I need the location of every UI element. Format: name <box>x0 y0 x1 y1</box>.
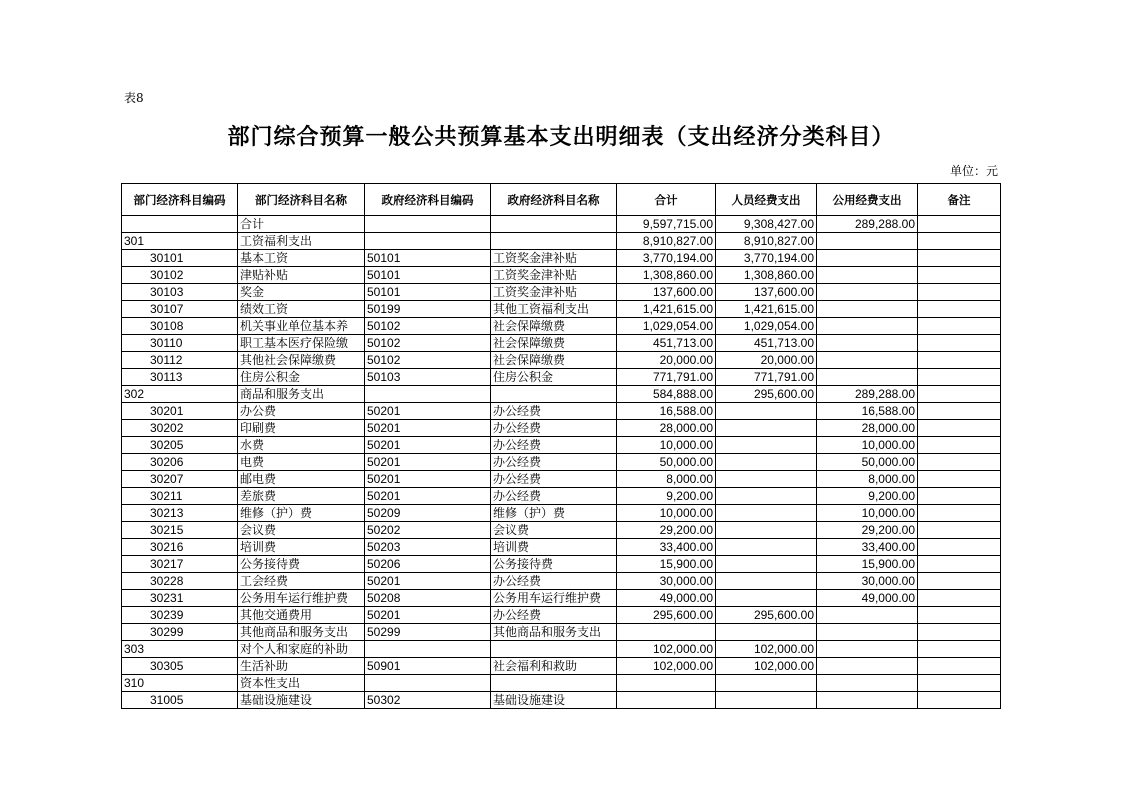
cell-total: 49,000.00 <box>617 590 716 607</box>
cell-gov-name <box>491 386 617 403</box>
cell-public <box>817 369 918 386</box>
cell-public: 10,000.00 <box>817 437 918 454</box>
cell-public <box>817 250 918 267</box>
cell-gov-code: 50302 <box>365 692 491 709</box>
cell-dept-code: 30107 <box>122 301 238 318</box>
cell-gov-name: 其他商品和服务支出 <box>491 624 617 641</box>
cell-dept-name: 商品和服务支出 <box>238 386 365 403</box>
cell-note <box>918 335 1001 352</box>
cell-gov-name: 会议费 <box>491 522 617 539</box>
cell-public: 33,400.00 <box>817 539 918 556</box>
cell-gov-name: 社会福利和救助 <box>491 658 617 675</box>
cell-personnel <box>716 471 817 488</box>
cell-note <box>918 301 1001 318</box>
cell-dept-name: 会议费 <box>238 522 365 539</box>
cell-gov-code: 50901 <box>365 658 491 675</box>
cell-note <box>918 624 1001 641</box>
cell-total: 33,400.00 <box>617 539 716 556</box>
cell-note <box>918 641 1001 658</box>
table-row <box>122 318 1001 335</box>
cell-dept-code: 301 <box>122 233 238 250</box>
cell-gov-code: 50103 <box>365 369 491 386</box>
cell-public: 49,000.00 <box>817 590 918 607</box>
cell-public <box>817 624 918 641</box>
table-row <box>122 369 1001 386</box>
cell-note <box>918 437 1001 454</box>
cell-note <box>918 386 1001 403</box>
cell-dept-name: 其他社会保障缴费 <box>238 352 365 369</box>
table-row <box>122 573 1001 590</box>
cell-public: 289,288.00 <box>817 216 918 233</box>
table-row <box>122 454 1001 471</box>
cell-dept-code: 30216 <box>122 539 238 556</box>
header-dept-name: 部门经济科目名称 <box>238 184 365 216</box>
cell-gov-name: 公务接待费 <box>491 556 617 573</box>
cell-total: 9,200.00 <box>617 488 716 505</box>
cell-total: 1,308,860.00 <box>617 267 716 284</box>
page-title: 部门综合预算一般公共预算基本支出明细表（支出经济分类科目） <box>227 125 895 150</box>
cell-public: 16,588.00 <box>817 403 918 420</box>
cell-personnel: 1,308,860.00 <box>716 267 817 284</box>
cell-total: 102,000.00 <box>617 658 716 675</box>
cell-gov-name: 维修（护）费 <box>491 505 617 522</box>
cell-gov-code: 50201 <box>365 573 491 590</box>
table-row <box>122 420 1001 437</box>
table-row <box>122 352 1001 369</box>
cell-gov-name: 办公经费 <box>491 454 617 471</box>
table-row <box>122 607 1001 624</box>
cell-gov-code: 50201 <box>365 403 491 420</box>
cell-personnel <box>716 692 817 709</box>
cell-personnel <box>716 573 817 590</box>
cell-public <box>817 352 918 369</box>
table-row <box>122 250 1001 267</box>
cell-personnel <box>716 437 817 454</box>
cell-dept-code: 31005 <box>122 692 238 709</box>
cell-gov-code <box>365 386 491 403</box>
cell-dept-name: 住房公积金 <box>238 369 365 386</box>
cell-gov-code: 50101 <box>365 250 491 267</box>
table-row <box>122 386 1001 403</box>
cell-dept-code: 302 <box>122 386 238 403</box>
cell-gov-name: 工资奖金津补贴 <box>491 267 617 284</box>
cell-note <box>918 556 1001 573</box>
cell-gov-name: 其他工资福利支出 <box>491 301 617 318</box>
cell-dept-name: 基本工资 <box>238 250 365 267</box>
cell-dept-code: 30102 <box>122 267 238 284</box>
table-row <box>122 590 1001 607</box>
cell-total: 28,000.00 <box>617 420 716 437</box>
cell-personnel: 137,600.00 <box>716 284 817 301</box>
cell-personnel <box>716 454 817 471</box>
cell-dept-code: 30101 <box>122 250 238 267</box>
cell-personnel: 1,421,615.00 <box>716 301 817 318</box>
cell-gov-name: 住房公积金 <box>491 369 617 386</box>
cell-public: 8,000.00 <box>817 471 918 488</box>
cell-note <box>918 250 1001 267</box>
cell-gov-code <box>365 216 491 233</box>
table-row <box>122 471 1001 488</box>
cell-total: 30,000.00 <box>617 573 716 590</box>
cell-dept-name: 印刷费 <box>238 420 365 437</box>
header-note: 备注 <box>918 184 1001 216</box>
cell-dept-code: 30299 <box>122 624 238 641</box>
cell-note <box>918 607 1001 624</box>
cell-note <box>918 403 1001 420</box>
cell-dept-code: 30206 <box>122 454 238 471</box>
cell-dept-code: 30213 <box>122 505 238 522</box>
cell-dept-name: 资本性支出 <box>238 675 365 692</box>
cell-gov-code: 50299 <box>365 624 491 641</box>
cell-dept-name: 对个人和家庭的补助 <box>238 641 365 658</box>
cell-dept-name: 培训费 <box>238 539 365 556</box>
cell-note <box>918 267 1001 284</box>
cell-gov-name: 办公经费 <box>491 607 617 624</box>
cell-gov-name: 办公经费 <box>491 403 617 420</box>
cell-gov-code: 50101 <box>365 267 491 284</box>
table-row <box>122 216 1001 233</box>
table-row <box>122 267 1001 284</box>
cell-gov-code <box>365 641 491 658</box>
header-dept-code: 部门经济科目编码 <box>122 184 238 216</box>
table-row <box>122 335 1001 352</box>
cell-note <box>918 352 1001 369</box>
table-row <box>122 624 1001 641</box>
cell-dept-code: 30110 <box>122 335 238 352</box>
cell-personnel: 8,910,827.00 <box>716 233 817 250</box>
cell-dept-code: 30108 <box>122 318 238 335</box>
header-public: 公用经费支出 <box>817 184 918 216</box>
cell-gov-name <box>491 216 617 233</box>
header-total: 合计 <box>617 184 716 216</box>
cell-public: 50,000.00 <box>817 454 918 471</box>
cell-dept-name: 基础设施建设 <box>238 692 365 709</box>
cell-total: 771,791.00 <box>617 369 716 386</box>
cell-gov-code: 50201 <box>365 454 491 471</box>
table-row <box>122 505 1001 522</box>
cell-personnel <box>716 488 817 505</box>
cell-dept-code: 30113 <box>122 369 238 386</box>
cell-dept-name: 生活补助 <box>238 658 365 675</box>
cell-personnel <box>716 556 817 573</box>
cell-dept-code: 30211 <box>122 488 238 505</box>
header-gov-name: 政府经济科目名称 <box>491 184 617 216</box>
cell-public: 30,000.00 <box>817 573 918 590</box>
cell-public: 10,000.00 <box>817 505 918 522</box>
cell-gov-name: 办公经费 <box>491 488 617 505</box>
cell-personnel <box>716 624 817 641</box>
cell-public <box>817 284 918 301</box>
cell-note <box>918 369 1001 386</box>
cell-personnel <box>716 522 817 539</box>
cell-gov-name: 工资奖金津补贴 <box>491 250 617 267</box>
cell-personnel: 295,600.00 <box>716 386 817 403</box>
cell-total: 20,000.00 <box>617 352 716 369</box>
cell-dept-code: 30305 <box>122 658 238 675</box>
cell-personnel: 102,000.00 <box>716 658 817 675</box>
cell-dept-name: 机关事业单位基本养 <box>238 318 365 335</box>
cell-dept-name: 工资福利支出 <box>238 233 365 250</box>
cell-public <box>817 335 918 352</box>
table-row <box>122 522 1001 539</box>
cell-total: 8,000.00 <box>617 471 716 488</box>
cell-dept-code: 303 <box>122 641 238 658</box>
cell-dept-name: 水费 <box>238 437 365 454</box>
cell-dept-name: 职工基本医疗保险缴 <box>238 335 365 352</box>
cell-total: 451,713.00 <box>617 335 716 352</box>
cell-dept-code: 30228 <box>122 573 238 590</box>
cell-dept-name: 办公费 <box>238 403 365 420</box>
cell-note <box>918 573 1001 590</box>
cell-dept-name: 公务用车运行维护费 <box>238 590 365 607</box>
table-row <box>122 556 1001 573</box>
cell-gov-name: 社会保障缴费 <box>491 335 617 352</box>
cell-note <box>918 522 1001 539</box>
cell-gov-name: 社会保障缴费 <box>491 318 617 335</box>
table-row <box>122 301 1001 318</box>
cell-note <box>918 420 1001 437</box>
cell-gov-code: 50199 <box>365 301 491 318</box>
cell-total: 137,600.00 <box>617 284 716 301</box>
cell-total: 29,200.00 <box>617 522 716 539</box>
cell-gov-code: 50208 <box>365 590 491 607</box>
cell-personnel: 451,713.00 <box>716 335 817 352</box>
table-row <box>122 675 1001 692</box>
cell-total: 1,029,054.00 <box>617 318 716 335</box>
cell-gov-name: 办公经费 <box>491 573 617 590</box>
cell-total <box>617 675 716 692</box>
cell-gov-name: 培训费 <box>491 539 617 556</box>
cell-total: 8,910,827.00 <box>617 233 716 250</box>
table-row <box>122 658 1001 675</box>
table-body <box>122 216 1001 709</box>
cell-total: 295,600.00 <box>617 607 716 624</box>
unit-label: 单位：元 <box>949 164 998 178</box>
cell-dept-code: 30205 <box>122 437 238 454</box>
cell-public <box>817 692 918 709</box>
cell-total: 3,770,194.00 <box>617 250 716 267</box>
cell-dept-name: 合计 <box>238 216 365 233</box>
cell-gov-code: 50102 <box>365 335 491 352</box>
cell-dept-code: 30103 <box>122 284 238 301</box>
cell-total: 16,588.00 <box>617 403 716 420</box>
cell-gov-code: 50202 <box>365 522 491 539</box>
cell-personnel <box>716 403 817 420</box>
cell-dept-name: 差旅费 <box>238 488 365 505</box>
cell-gov-name <box>491 675 617 692</box>
cell-dept-code: 30231 <box>122 590 238 607</box>
cell-note <box>918 675 1001 692</box>
cell-gov-name <box>491 233 617 250</box>
cell-public <box>817 301 918 318</box>
cell-gov-name <box>491 641 617 658</box>
cell-gov-name: 工资奖金津补贴 <box>491 284 617 301</box>
cell-dept-code: 30201 <box>122 403 238 420</box>
table-row <box>122 641 1001 658</box>
table-row <box>122 539 1001 556</box>
cell-public <box>817 675 918 692</box>
table-row <box>122 233 1001 250</box>
cell-personnel: 102,000.00 <box>716 641 817 658</box>
cell-dept-code <box>122 216 238 233</box>
table-row <box>122 403 1001 420</box>
cell-note <box>918 216 1001 233</box>
cell-note <box>918 284 1001 301</box>
cell-total <box>617 692 716 709</box>
cell-personnel: 295,600.00 <box>716 607 817 624</box>
table-row <box>122 692 1001 709</box>
cell-note <box>918 318 1001 335</box>
cell-gov-name: 公务用车运行维护费 <box>491 590 617 607</box>
header-personnel: 人员经费支出 <box>716 184 817 216</box>
cell-personnel: 3,770,194.00 <box>716 250 817 267</box>
budget-table <box>121 183 1001 709</box>
cell-gov-code: 50201 <box>365 471 491 488</box>
cell-public: 289,288.00 <box>817 386 918 403</box>
cell-note <box>918 233 1001 250</box>
cell-gov-code: 50201 <box>365 607 491 624</box>
cell-total: 10,000.00 <box>617 437 716 454</box>
cell-gov-name: 办公经费 <box>491 471 617 488</box>
cell-note <box>918 471 1001 488</box>
cell-dept-name: 电费 <box>238 454 365 471</box>
cell-dept-name: 工会经费 <box>238 573 365 590</box>
cell-gov-name: 办公经费 <box>491 420 617 437</box>
cell-personnel: 9,308,427.00 <box>716 216 817 233</box>
cell-public: 28,000.00 <box>817 420 918 437</box>
cell-public: 29,200.00 <box>817 522 918 539</box>
cell-dept-name: 其他商品和服务支出 <box>238 624 365 641</box>
cell-dept-code: 30217 <box>122 556 238 573</box>
cell-personnel <box>716 505 817 522</box>
cell-personnel: 771,791.00 <box>716 369 817 386</box>
cell-note <box>918 590 1001 607</box>
cell-note <box>918 658 1001 675</box>
cell-dept-name: 其他交通费用 <box>238 607 365 624</box>
cell-gov-code: 50201 <box>365 437 491 454</box>
cell-dept-code: 30202 <box>122 420 238 437</box>
cell-total: 50,000.00 <box>617 454 716 471</box>
cell-personnel <box>716 590 817 607</box>
cell-total <box>617 624 716 641</box>
cell-total: 15,900.00 <box>617 556 716 573</box>
cell-gov-code: 50201 <box>365 488 491 505</box>
cell-personnel <box>716 539 817 556</box>
cell-gov-code: 50102 <box>365 318 491 335</box>
cell-dept-name: 维修（护）费 <box>238 505 365 522</box>
cell-gov-code: 50203 <box>365 539 491 556</box>
cell-total: 102,000.00 <box>617 641 716 658</box>
cell-note <box>918 539 1001 556</box>
table-row <box>122 437 1001 454</box>
cell-dept-name: 津贴补贴 <box>238 267 365 284</box>
table-number: 表8 <box>124 91 144 105</box>
cell-note <box>918 692 1001 709</box>
cell-personnel <box>716 675 817 692</box>
cell-dept-code: 30239 <box>122 607 238 624</box>
cell-total: 584,888.00 <box>617 386 716 403</box>
cell-gov-code <box>365 675 491 692</box>
table-row <box>122 488 1001 505</box>
cell-dept-code: 30215 <box>122 522 238 539</box>
cell-gov-code: 50201 <box>365 420 491 437</box>
cell-personnel <box>716 420 817 437</box>
cell-dept-code: 30112 <box>122 352 238 369</box>
cell-note <box>918 454 1001 471</box>
cell-gov-code: 50102 <box>365 352 491 369</box>
cell-dept-name: 奖金 <box>238 284 365 301</box>
cell-public <box>817 233 918 250</box>
cell-total: 1,421,615.00 <box>617 301 716 318</box>
cell-dept-name: 邮电费 <box>238 471 365 488</box>
cell-gov-code: 50209 <box>365 505 491 522</box>
cell-note <box>918 488 1001 505</box>
cell-public <box>817 267 918 284</box>
cell-public <box>817 318 918 335</box>
cell-note <box>918 505 1001 522</box>
cell-public: 9,200.00 <box>817 488 918 505</box>
header-gov-code: 政府经济科目编码 <box>365 184 491 216</box>
cell-gov-name: 基础设施建设 <box>491 692 617 709</box>
cell-dept-name: 绩效工资 <box>238 301 365 318</box>
cell-gov-code: 50206 <box>365 556 491 573</box>
cell-public: 15,900.00 <box>817 556 918 573</box>
cell-public <box>817 641 918 658</box>
cell-public <box>817 607 918 624</box>
cell-gov-code: 50101 <box>365 284 491 301</box>
cell-total: 9,597,715.00 <box>617 216 716 233</box>
cell-dept-code: 310 <box>122 675 238 692</box>
cell-public <box>817 658 918 675</box>
cell-gov-name: 社会保障缴费 <box>491 352 617 369</box>
table-header-row <box>122 184 1001 216</box>
cell-dept-code: 30207 <box>122 471 238 488</box>
cell-personnel: 1,029,054.00 <box>716 318 817 335</box>
cell-gov-name: 办公经费 <box>491 437 617 454</box>
cell-total: 10,000.00 <box>617 505 716 522</box>
cell-personnel: 20,000.00 <box>716 352 817 369</box>
table-row <box>122 284 1001 301</box>
cell-dept-name: 公务接待费 <box>238 556 365 573</box>
cell-gov-code <box>365 233 491 250</box>
